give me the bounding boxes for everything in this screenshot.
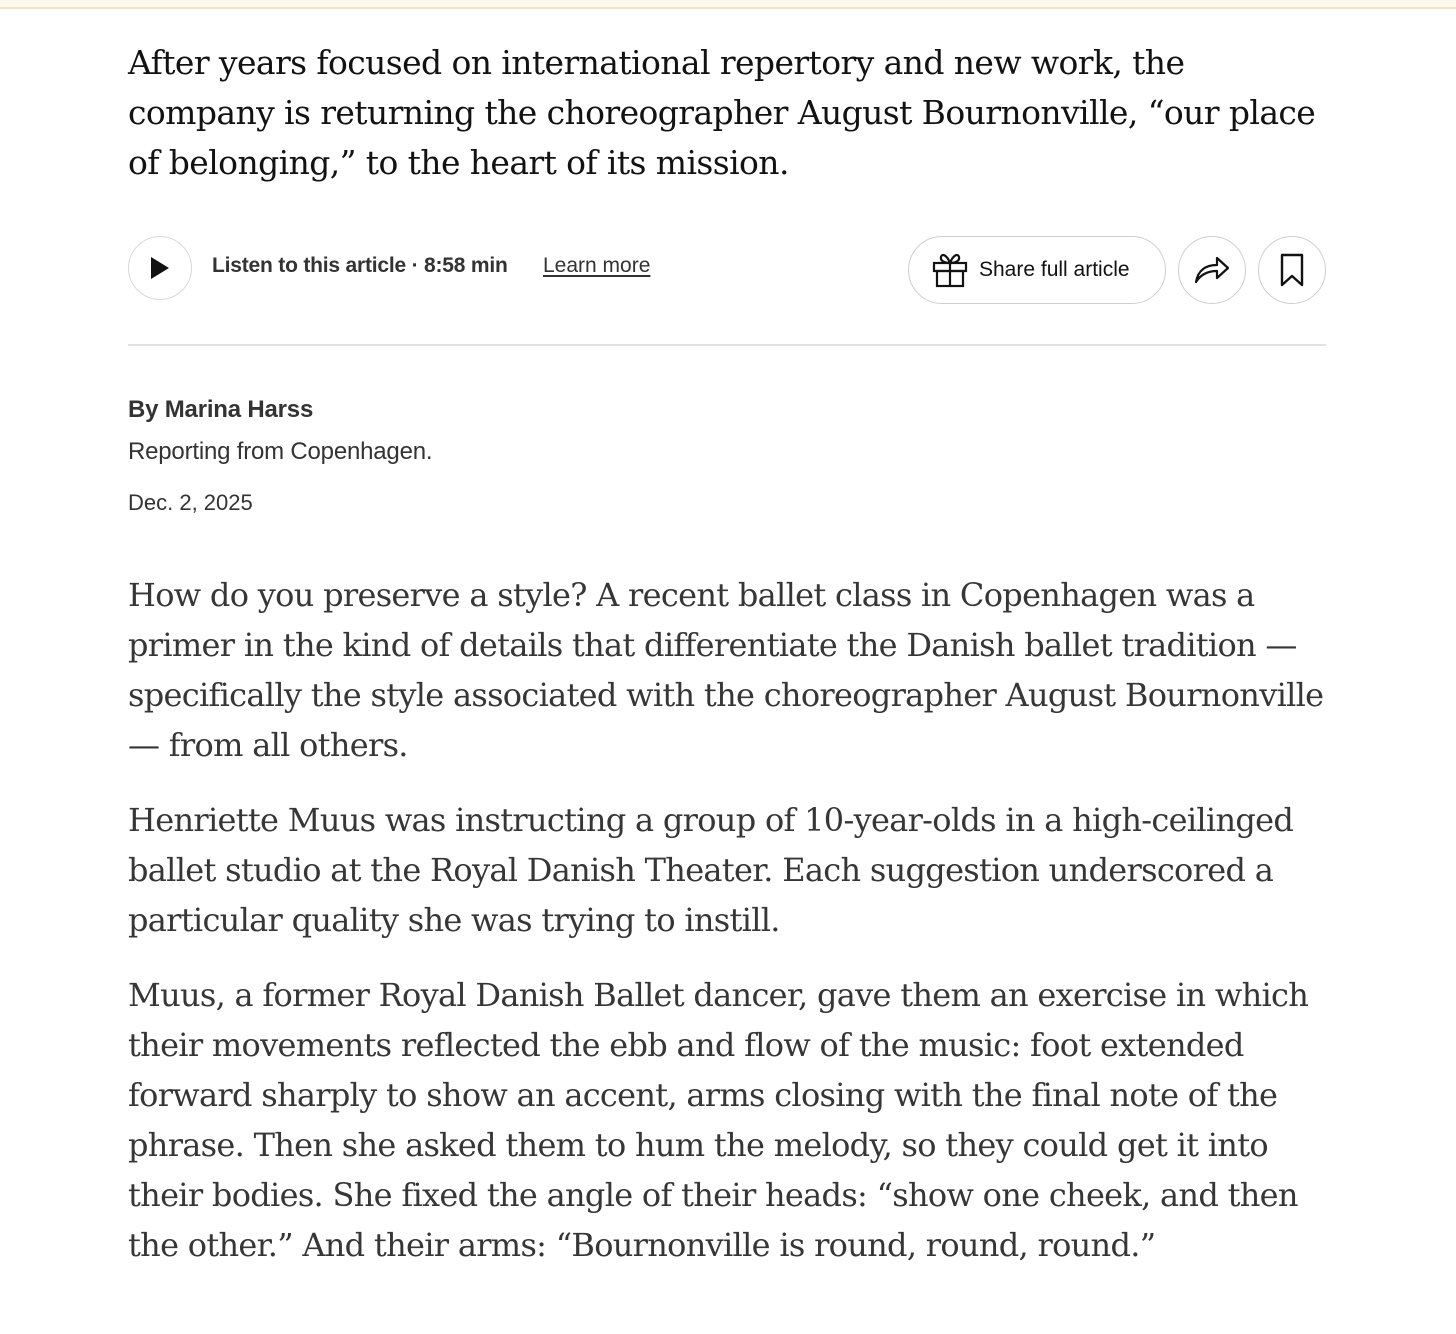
article-content: [128, 38, 1326, 1264]
top-banner-edge: [0, 0, 1456, 9]
play-icon: [149, 256, 171, 280]
listen-label: Listen to this article · 8:58 min: [212, 254, 508, 277]
reporting-location: Reporting from Copenhagen.: [128, 438, 433, 465]
body-paragraph: How do you preserve a style? A recent ballet class in Copenhagen was a primer in the kind of details that differentiate the Danish ballet tradition — specifically the style associated with the choreographer August Bournonville — from all others.: [128, 576, 1324, 764]
share-arrow-icon: [1193, 255, 1231, 285]
body-paragraph: Henriette Muus was instructing a group of 10-year-olds in a high-ceilinged ballet studio at the Royal Danish Theater. Each suggestion underscored a particular quality she was trying to instill.: [128, 801, 1294, 939]
share-full-article-label: Share full article: [979, 258, 1130, 281]
article-body: [128, 570, 1326, 1295]
byline[interactable]: By Marina Harss: [128, 396, 314, 423]
article-toolbar: [128, 236, 1326, 304]
bookmark-icon: [1279, 253, 1305, 287]
play-audio-button[interactable]: [128, 236, 192, 300]
header-divider: [128, 344, 1326, 346]
save-bookmark-button[interactable]: [1258, 236, 1326, 304]
body-paragraph: Muus, a former Royal Danish Ballet dancer, gave them an exercise in which their movements reflected the ebb and flow of the music: foot extended forward sharply to show an accent, arms closing with the final note of the phrase. Then she asked them to hum the melody, so they could get it into their bodies. She fixed the angle of their heads: “show one cheek, and then the other.” And their arms: “Bournonville is round, round, round.”: [128, 976, 1309, 1264]
share-full-article-button[interactable]: [908, 236, 1166, 304]
learn-more-link[interactable]: Learn more: [543, 254, 651, 277]
share-button[interactable]: [1178, 236, 1246, 304]
publish-date: Dec. 2, 2025: [128, 490, 253, 515]
gift-icon: [931, 252, 969, 288]
article-summary: After years focused on international repertory and new work, the company is returning the choreographer August Bournonville, “our place of belonging,” to the heart of its mission.: [128, 43, 1316, 182]
